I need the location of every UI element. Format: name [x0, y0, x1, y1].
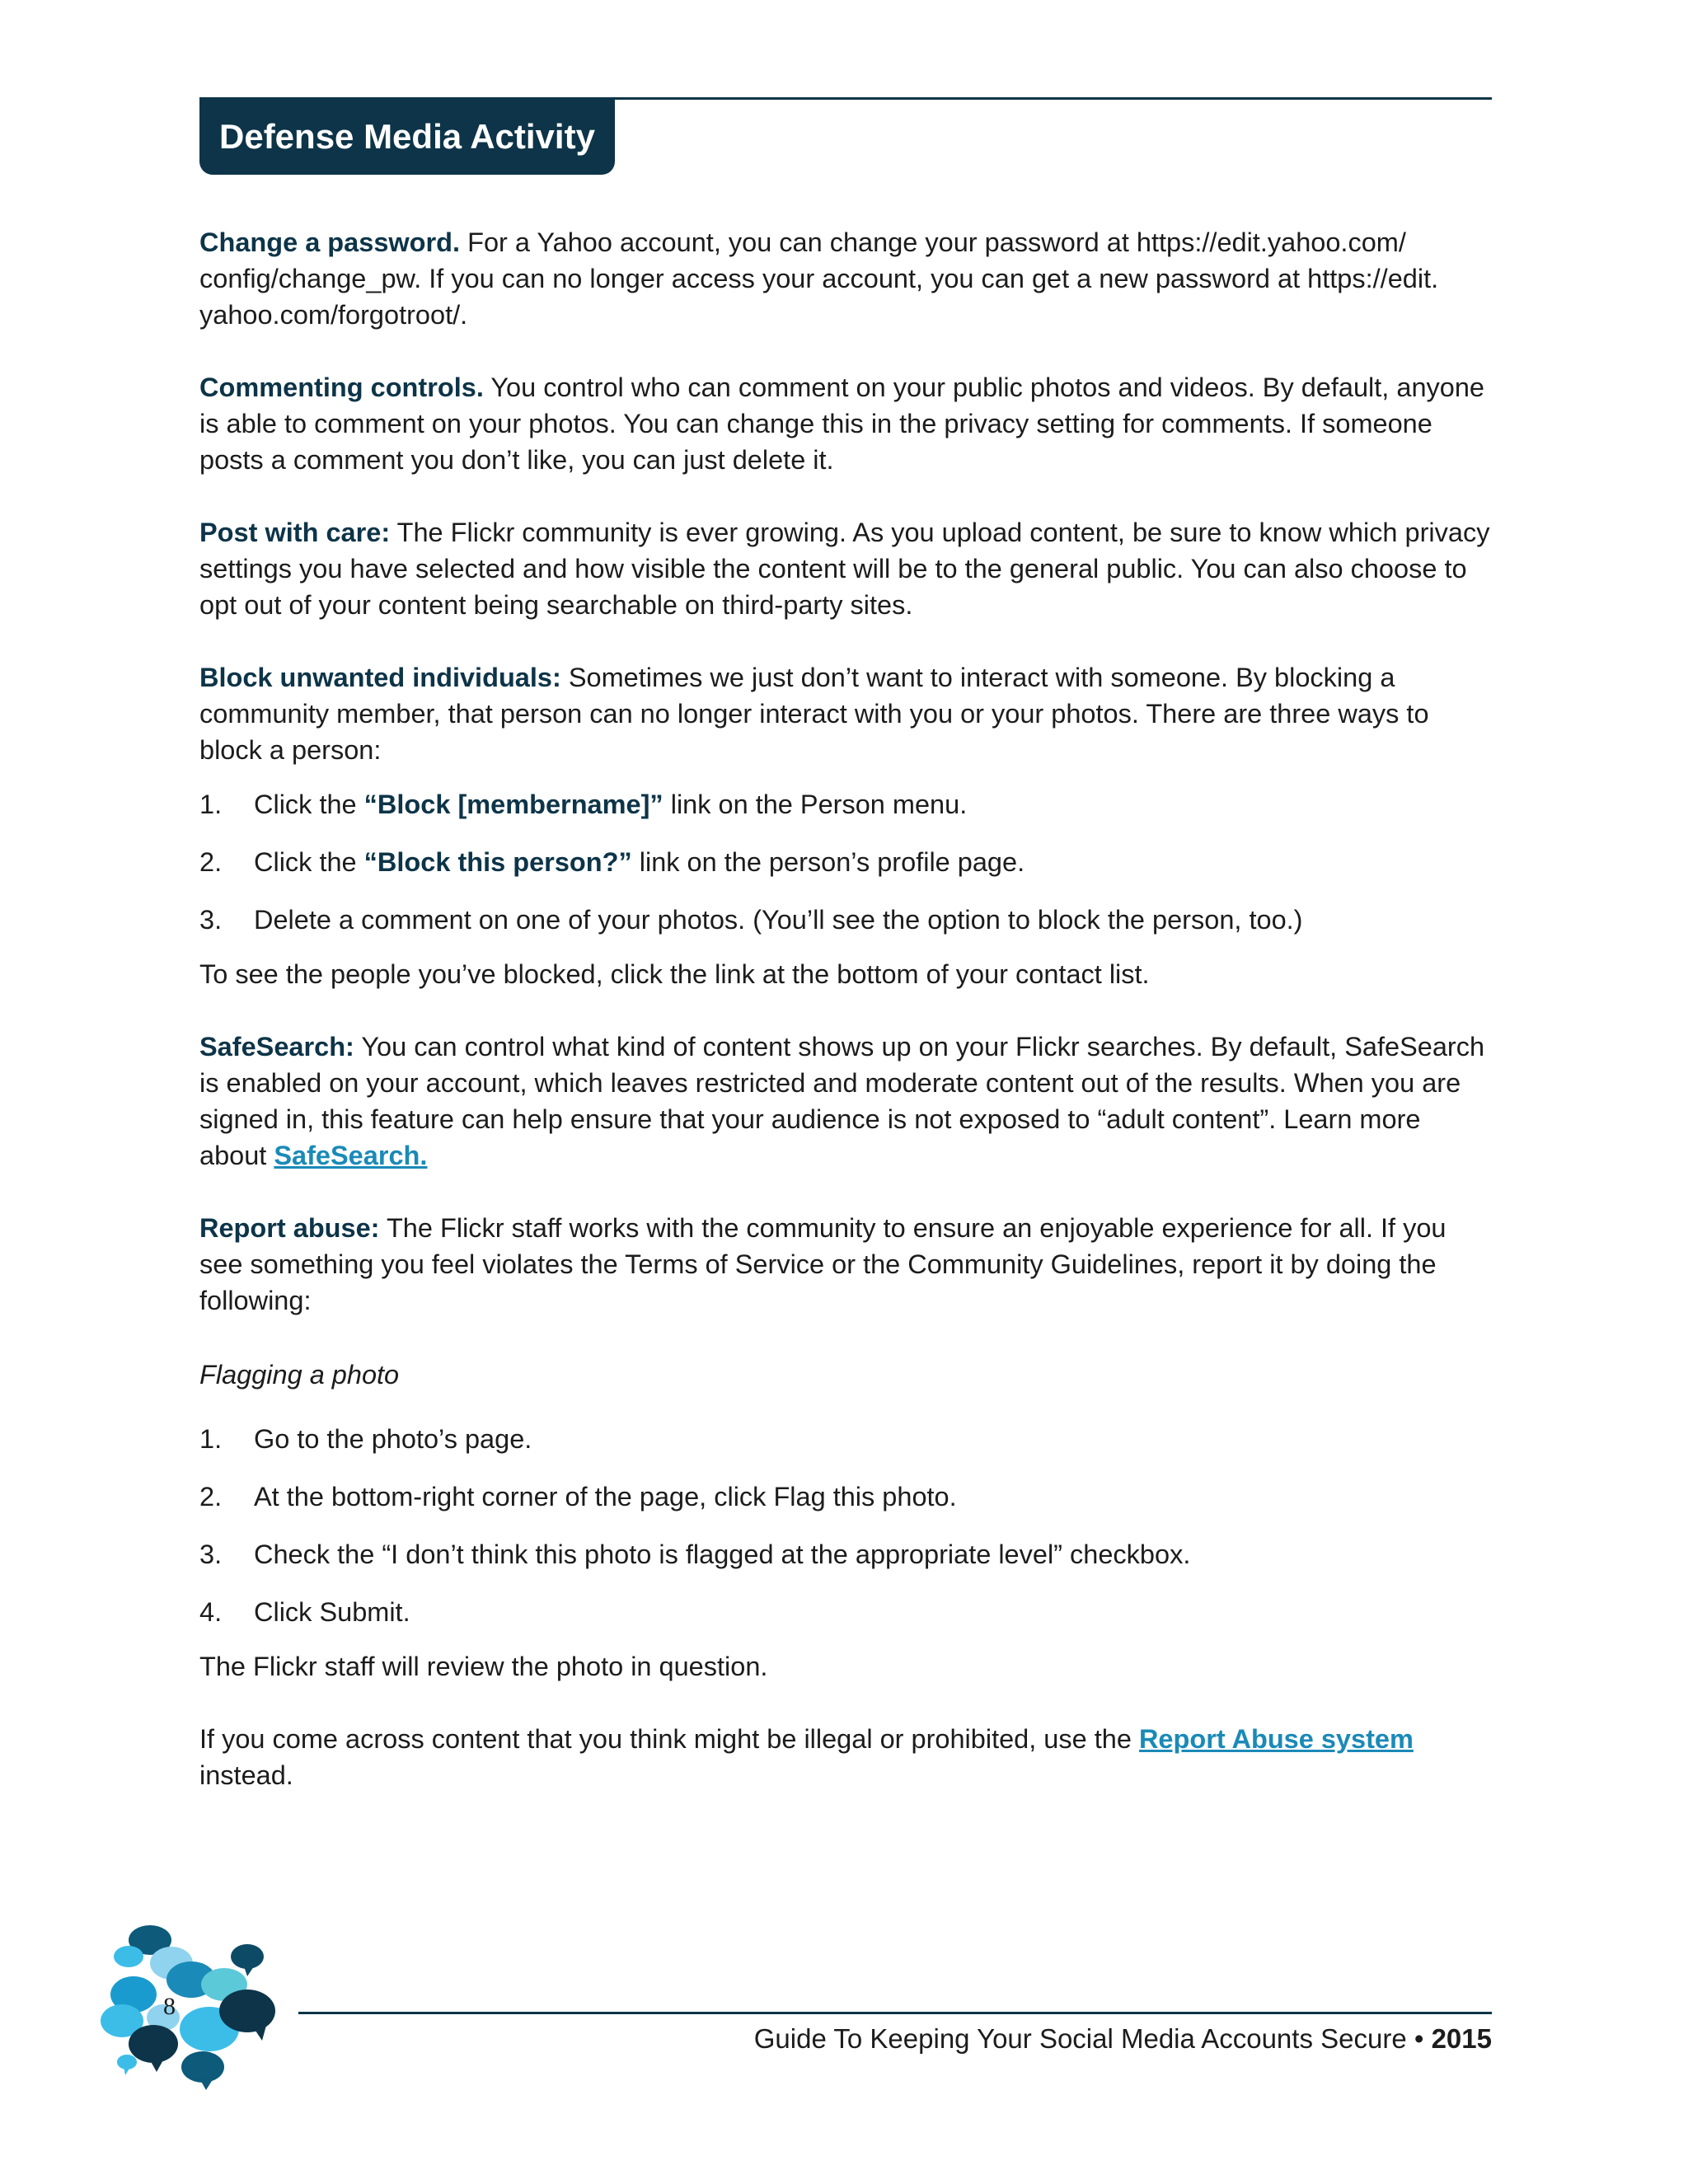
- page-number: 8: [163, 1993, 176, 2020]
- footer-guide-title: Guide To Keeping Your Social Media Accounts Secure • 2015: [753, 2023, 1492, 2054]
- list-number: 3.: [199, 1540, 223, 1569]
- list-item: [199, 786, 1492, 823]
- list-text: At the bottom-right corner of the page, click Flag this photo.: [254, 1482, 957, 1511]
- speech-bubbles-logo-icon: [91, 1920, 288, 2093]
- heading-post-care: Post with care:: [199, 518, 391, 547]
- report-abuse-link[interactable]: Report Abuse system: [1138, 1724, 1414, 1754]
- header-title: Defense Media Activity: [199, 99, 615, 175]
- paragraph-report: [199, 1210, 1492, 1319]
- list-text: Delete a comment on one of your photos. (You’ll see the option to block the person, too.): [254, 905, 1303, 935]
- block-steps-list: [199, 786, 1492, 938]
- heading-safesearch: SafeSearch:: [199, 1032, 354, 1062]
- footer-rule: [298, 2012, 1492, 2014]
- flag-steps-list: [199, 1421, 1492, 1630]
- document-body: [199, 224, 1492, 1830]
- list-item: [199, 844, 1492, 880]
- paragraph-change-password: [199, 224, 1492, 333]
- list-number: 1.: [199, 1424, 223, 1454]
- footer-year: 2015: [1431, 2023, 1492, 2054]
- heading-report: Report abuse:: [199, 1213, 380, 1243]
- list-item: [199, 1421, 1492, 1457]
- list-number: 2.: [199, 1482, 223, 1511]
- text-safesearch: You can control what kind of content shows up on your Flickr searches. By default, SafeSearch is enabled on your account, which leaves restricted and moderate content out of the results. When you are signed in, this feature can help ensure that your audience is not exposed to “adult content”. Learn more about: [199, 1032, 1485, 1170]
- paragraph-commenting: [199, 369, 1492, 478]
- list-number: 3.: [199, 905, 223, 935]
- list-number: 1.: [199, 790, 223, 819]
- list-number: 2.: [199, 847, 223, 877]
- paragraph-review: The Flickr staff will review the photo in question.: [199, 1652, 768, 1681]
- paragraph-illegal: If you come across content that you think might be illegal or prohibited, use the Report Abuse system instead.: [199, 1724, 1414, 1790]
- text-block: Sometimes we just don’t want to interact with someone. By blocking a community member, that person can no longer interact with you or your photos. There are three ways to block a person:: [199, 663, 1429, 765]
- list-text: Click the “Block [membername]” link on the Person menu.: [254, 790, 968, 819]
- safesearch-link[interactable]: SafeSearch.: [274, 1141, 428, 1170]
- list-item: [199, 902, 1492, 938]
- heading-block: Block unwanted individuals:: [199, 663, 561, 692]
- list-text: Check the “I don’t think this photo is flagged at the appropriate level” checkbox.: [254, 1540, 1191, 1569]
- paragraph-post-care: [199, 514, 1492, 623]
- subheading-flagging: Flagging a photo: [199, 1360, 400, 1390]
- list-item: [199, 1594, 1492, 1630]
- text-report: The Flickr staff works with the community to ensure an enjoyable experience for all. If you see something you feel violates the Terms of Service or the Community Guidelines, report it by doing the following:: [199, 1213, 1447, 1315]
- paragraph-safesearch: [199, 1029, 1492, 1174]
- list-number: 4.: [199, 1597, 223, 1627]
- list-item: [199, 1536, 1492, 1572]
- text-commenting: You control who can comment on your public photos and videos. By default, anyone is able to comment on your photos. You can change this in the privacy setting for comments. If someone posts a comment you don’t like, you can just delete it.: [199, 373, 1484, 475]
- paragraph-block: [199, 659, 1492, 768]
- heading-change-password: Change a password.: [199, 227, 461, 257]
- list-text: Click Submit.: [254, 1597, 410, 1627]
- list-text: Click the “Block this person?” link on the person’s profile page.: [254, 847, 1025, 877]
- heading-commenting: Commenting controls.: [199, 373, 484, 402]
- list-text: Go to the photo’s page.: [254, 1424, 532, 1454]
- text-post-care: The Flickr community is ever growing. As you upload content, be sure to know which privacy settings you have selected and how visible the content will be to the general public. You can also choose to opt out of your content being searchable on third-party sites.: [199, 518, 1490, 620]
- list-item: [199, 1479, 1492, 1515]
- text-change-password: For a Yahoo account, you can change your password at https://edit.yahoo.com/​config/change_pw. If you can no longer access your account, you can get a new password at https://edit.​yahoo.com/forgotroot/.: [199, 227, 1439, 330]
- paragraph-blocked-list: To see the people you’ve blocked, click the link at the bottom of your contact list.: [199, 959, 1150, 989]
